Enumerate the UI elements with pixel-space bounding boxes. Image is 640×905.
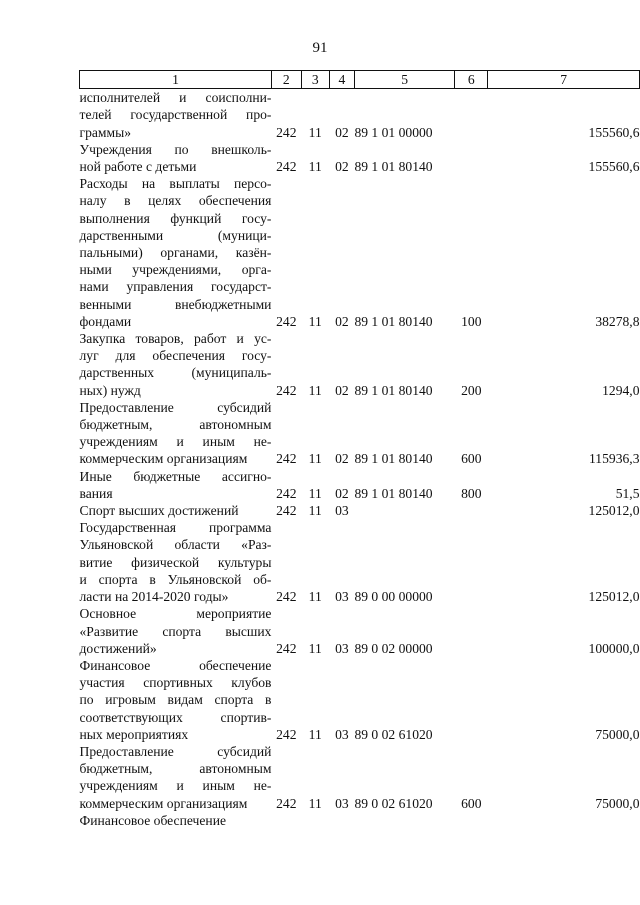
row-name-line: телей государственной про-	[79, 107, 272, 123]
code-column-5: 89 1 01 80140	[354, 451, 433, 467]
row-name-line: дарственных (муниципаль-	[79, 365, 272, 381]
row-name-line: Основное мероприятие	[79, 606, 272, 622]
amount-cell: 75000,0	[595, 726, 640, 742]
row-name-line: Предоставление субсидий	[79, 743, 272, 759]
row-name-line: Спорт высших достижений	[79, 503, 239, 519]
table-row	[80, 330, 640, 399]
table-header-row	[80, 71, 640, 89]
code-column-4: 03	[335, 589, 349, 605]
row-name-line: Финансовое обеспечение	[79, 812, 227, 828]
row-name-line: коммерческим организациям	[79, 451, 248, 467]
amount-cell: 100000,0	[588, 640, 640, 656]
column-header: 7	[488, 71, 640, 89]
table-row	[80, 141, 640, 175]
table-row	[80, 89, 640, 141]
row-name	[80, 605, 272, 657]
page-number: 91	[312, 40, 328, 56]
code-column-6	[455, 812, 488, 829]
row-name-line: учреждениям и иным не-	[79, 434, 272, 450]
code-column-4: 03	[335, 726, 349, 742]
row-name	[80, 743, 272, 812]
code-column-3: 11	[308, 451, 322, 467]
row-name-line: по игровым видам спорта в	[79, 692, 272, 708]
row-name-line: Расходы на выплаты персо-	[79, 176, 272, 192]
code-column-2: 242	[276, 382, 297, 398]
amount-cell: 115936,3	[589, 451, 640, 467]
code-column-6	[455, 657, 488, 743]
code-column-4: 02	[335, 451, 349, 467]
row-name-line: пальными) органами, казён-	[79, 245, 272, 261]
code-column-5: 89 0 00 00000	[354, 589, 433, 605]
row-name-line: соответствующих спортив-	[79, 709, 272, 725]
code-column-4: 02	[335, 313, 349, 329]
row-name-line: ных) нужд	[79, 382, 141, 398]
row-name-line: луг для обеспечения госу-	[79, 348, 272, 364]
row-name-line: и спорта в Ульяновской об-	[79, 571, 272, 587]
code-column-4: 03	[335, 503, 349, 519]
code-column-3: 11	[308, 640, 322, 656]
code-column-2	[271, 812, 301, 829]
row-name-line: Учреждения по внешколь-	[79, 141, 272, 157]
row-name-line: витие физической культуры	[79, 554, 272, 570]
code-column-6: 800	[461, 485, 482, 501]
code-column-5	[354, 812, 454, 829]
code-column-3	[301, 812, 329, 829]
row-name-line: исполнителей и соисполни-	[79, 90, 272, 106]
table-row	[80, 399, 640, 468]
code-column-5: 89 0 02 61020	[354, 795, 433, 811]
code-column-6	[455, 502, 488, 519]
code-column-6: 200	[461, 382, 482, 398]
code-column-3: 11	[308, 795, 322, 811]
row-name-line: ных мероприятиях	[79, 726, 189, 742]
code-column-4: 02	[335, 159, 349, 175]
row-name-line: бюджетным, автономным	[79, 417, 272, 433]
code-column-3: 11	[308, 159, 322, 175]
row-name-line: вания	[79, 485, 113, 501]
code-column-6	[455, 89, 488, 141]
row-name-line: ными учреждениями, орга-	[79, 262, 272, 278]
row-name-line: бюджетным, автономным	[79, 761, 272, 777]
row-name-line: Иные бюджетные ассигно-	[79, 468, 272, 484]
row-name-line: нами управления государст-	[79, 279, 272, 295]
amount-cell: 155560,6	[588, 124, 640, 140]
code-column-3: 11	[308, 503, 322, 519]
row-name-line: граммы»	[79, 124, 132, 140]
code-column-2: 242	[276, 451, 297, 467]
code-column-2: 242	[276, 795, 297, 811]
amount-cell: 125012,0	[588, 589, 640, 605]
row-name-line: «Развитие спорта высших	[79, 623, 272, 639]
row-name-line: ласти на 2014-2020 годы»	[79, 589, 229, 605]
code-column-2: 242	[276, 503, 297, 519]
row-name-line: выполнения функций госу-	[79, 210, 272, 226]
row-name	[80, 468, 272, 502]
column-header: 1	[80, 71, 272, 89]
row-name	[80, 812, 272, 829]
code-column-6	[455, 141, 488, 175]
row-name-line: фондами	[79, 313, 132, 329]
amount-cell: 51,5	[615, 485, 640, 501]
code-column-5: 89 1 01 80140	[354, 159, 433, 175]
row-name	[80, 330, 272, 399]
code-column-2: 242	[276, 124, 297, 140]
amount-cell: 75000,0	[595, 795, 640, 811]
table-row	[80, 812, 640, 829]
amount-cell: 1294,0	[602, 382, 640, 398]
code-column-5: 89 0 02 61020	[354, 726, 433, 742]
code-column-6	[455, 519, 488, 605]
amount-cell: 38278,8	[595, 313, 640, 329]
code-column-2: 242	[276, 726, 297, 742]
code-column-6: 600	[461, 451, 482, 467]
code-column-5: 89 0 02 00000	[354, 640, 433, 656]
table-row	[80, 657, 640, 743]
code-column-2: 242	[276, 313, 297, 329]
row-name	[80, 141, 272, 175]
row-name	[80, 657, 272, 743]
code-column-6	[455, 605, 488, 657]
row-name-line: налу в целях обеспечения	[79, 193, 272, 209]
row-name-line: достижений»	[79, 640, 157, 656]
budget-table	[79, 70, 640, 829]
row-name	[80, 502, 272, 519]
row-name	[80, 175, 272, 330]
code-column-3: 11	[308, 382, 322, 398]
table-row	[80, 175, 640, 330]
column-header: 4	[329, 71, 354, 89]
code-column-6: 100	[461, 313, 482, 329]
row-name-line: Закупка товаров, работ и ус-	[79, 331, 272, 347]
row-name-line: дарственными (муници-	[79, 227, 272, 243]
table-row	[80, 519, 640, 605]
code-column-2: 242	[276, 589, 297, 605]
code-column-2: 242	[276, 640, 297, 656]
code-column-3: 11	[308, 485, 322, 501]
row-name-line: ной работе с детьми	[79, 159, 197, 175]
code-column-5: 89 1 01 80140	[354, 313, 433, 329]
row-name	[80, 519, 272, 605]
table-row	[80, 743, 640, 812]
table-row	[80, 605, 640, 657]
row-name-line: Предоставление субсидий	[79, 399, 272, 415]
row-name-line: Финансовое обеспечение	[79, 657, 272, 673]
code-column-4: 03	[335, 640, 349, 656]
amount-cell: 155560,6	[588, 159, 640, 175]
table-row	[80, 468, 640, 502]
code-column-2: 242	[276, 485, 297, 501]
table-row	[80, 502, 640, 519]
code-column-2: 242	[276, 159, 297, 175]
code-column-5	[354, 502, 454, 519]
code-column-5: 89 1 01 00000	[354, 124, 433, 140]
code-column-4	[329, 812, 354, 829]
code-column-3: 11	[308, 313, 322, 329]
code-column-3: 11	[308, 726, 322, 742]
code-column-5: 89 1 01 80140	[354, 485, 433, 501]
amount-cell: 125012,0	[588, 503, 640, 519]
code-column-4: 03	[335, 795, 349, 811]
column-header: 5	[354, 71, 454, 89]
row-name	[80, 89, 272, 141]
amount-cell	[488, 812, 640, 829]
column-header: 6	[455, 71, 488, 89]
column-header: 2	[271, 71, 301, 89]
row-name-line: венными внебюджетными	[79, 296, 272, 312]
row-name-line: учреждениям и иным не-	[79, 778, 272, 794]
table-body	[80, 89, 640, 829]
code-column-6: 600	[461, 795, 482, 811]
row-name-line: Ульяновской области «Раз-	[79, 537, 272, 553]
row-name-line: участия спортивных клубов	[79, 675, 272, 691]
row-name-line: Государственная программа	[79, 520, 272, 536]
code-column-3: 11	[308, 589, 322, 605]
code-column-5: 89 1 01 80140	[354, 382, 433, 398]
code-column-4: 02	[335, 382, 349, 398]
code-column-4: 02	[335, 485, 349, 501]
code-column-3: 11	[308, 124, 322, 140]
row-name	[80, 399, 272, 468]
column-header: 3	[301, 71, 329, 89]
code-column-4: 02	[335, 124, 349, 140]
row-name-line: коммерческим организациям	[79, 795, 248, 811]
